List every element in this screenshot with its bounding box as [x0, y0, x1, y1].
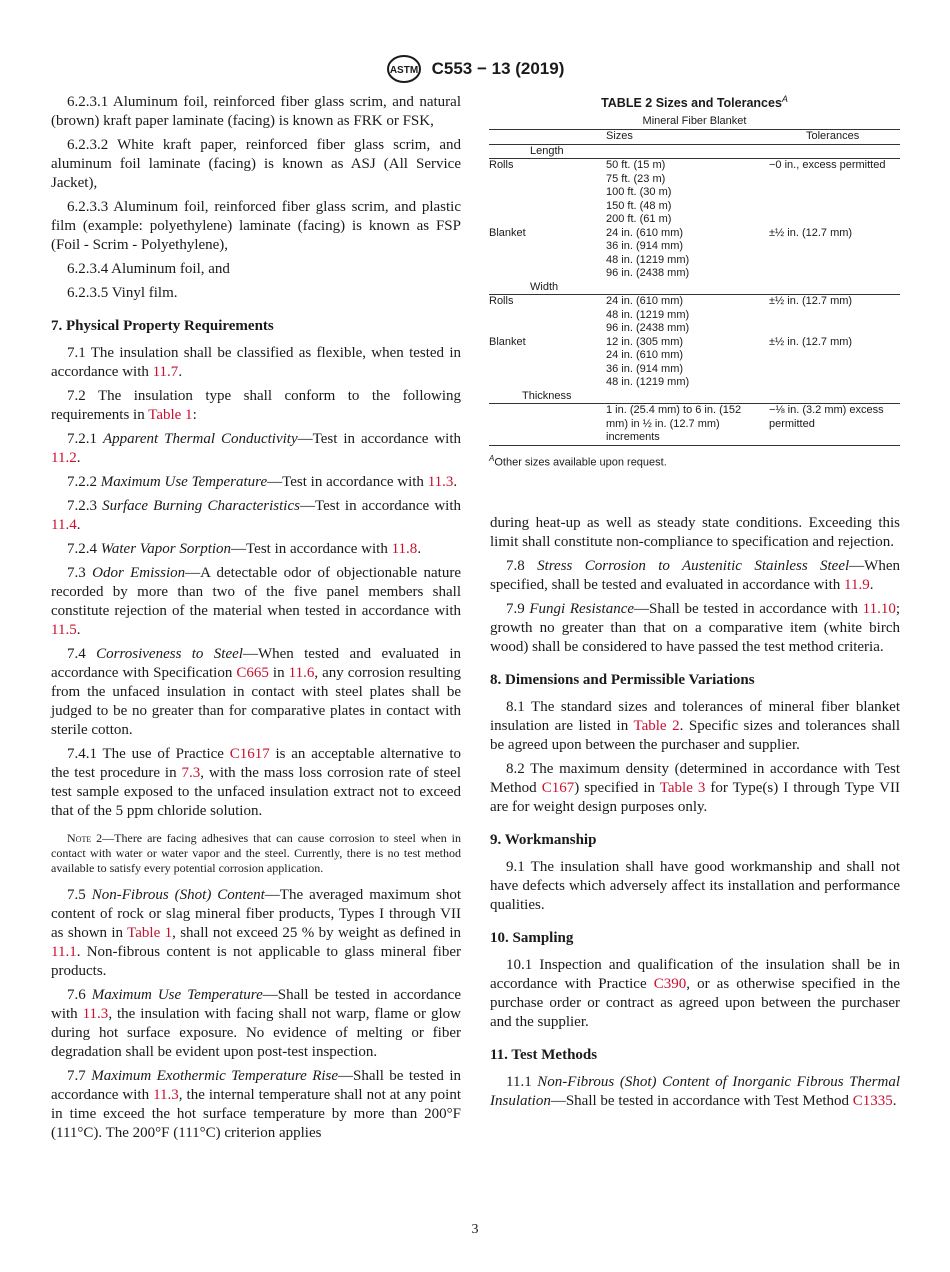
table-row: Rolls 50 ft. (15 m) 75 ft. (23 m) 100 ft. (30 m) 150 ft. (48 m) 200 ft. (61 m) −0 in., excess permitted: [489, 159, 900, 227]
link-c390[interactable]: C390: [653, 976, 687, 992]
link-11-3[interactable]: 11.3: [427, 474, 454, 490]
note-2: Note 2—There are facing adhesives that can cause corrosion to steel when in contact with water or water vapor and the steel. Currently, there is no test method available to satisfy every potential corrosion application.: [51, 831, 461, 875]
para-7-4-1: 7.4.1 The use of Practice C1617 is an acceptable alternative to the test procedure in 7.3, with the mass loss corrosion rate of steel test sample exposed to the unfaced insulation extract not to exceed that of the 5 ppm chloride solution.: [51, 746, 461, 819]
left-column: [51, 93, 461, 1148]
section-width: Width: [530, 280, 559, 293]
table-2: [489, 93, 900, 470]
para-11-1: 11.1 Non-Fibrous (Shot) Content of Inorganic Fibrous Thermal Insulation—Shall be tested in accordance with Test Method C1335.: [490, 1074, 900, 1109]
para-6-2-3-4: 6.2.3.4 Aluminum foil, and: [67, 261, 230, 277]
link-c665[interactable]: C665: [236, 665, 269, 681]
link-11-4[interactable]: 11.4: [51, 517, 77, 533]
para-7-1: 7.1 The insulation shall be classified as flexible, when tested in accordance with 11.7.: [51, 345, 461, 380]
table-subtitle: Mineral Fiber Blanket: [642, 114, 747, 127]
link-11-6[interactable]: 11.6: [288, 665, 315, 681]
para-7-9: 7.9 Fungi Resistance—Shall be tested in accordance with 11.10; growth no greater than that on a comparative item (white birch wood) shall be considered to have passed the test method criteria.: [490, 601, 900, 655]
table-row: Rolls 24 in. (610 mm) 48 in. (1219 mm) 96 in. (2438 mm) ±½ in. (12.7 mm): [489, 295, 900, 336]
page-number: 3: [471, 1222, 479, 1237]
link-7-3[interactable]: 7.3: [181, 765, 201, 781]
link-c1617[interactable]: C1617: [229, 746, 270, 762]
para-10-1: 10.1 Inspection and qualification of the insulation shall be in accordance with Practice C390, or as otherwise specified in the purchase order or contract as agreed upon between the purchaser and the supplier.: [490, 957, 900, 1030]
page-header: [0, 54, 950, 84]
para-7-2: 7.2 The insulation type shall conform to the following requirements in Table 1:: [51, 388, 461, 423]
table-header-row: [489, 130, 900, 145]
section-thickness: Thickness: [522, 389, 572, 402]
table-row: Blanket 12 in. (305 mm) 24 in. (610 mm) 36 in. (914 mm) 48 in. (1219 mm) ±½ in. (12.7 mm): [489, 335, 853, 389]
col-tolerances: Tolerances: [769, 130, 900, 145]
table-footnote: $^A$Other sizes available upon request.: [489, 453, 667, 469]
table-title: TABLE 2 Sizes and Tolerances$^A$: [601, 94, 788, 111]
section-length: Length: [530, 144, 564, 157]
rolls-width-sizes: 24 in. (610 mm) 48 in. (1219 mm) 96 in. (2438 mm): [606, 295, 769, 336]
para-6-2-3-1: 6.2.3.1 Aluminum foil, reinforced fiber glass scrim, and natural (brown) kraft paper laminate (facing) is known as FRK or FSK,: [51, 94, 461, 129]
link-11-5[interactable]: 11.5: [51, 622, 77, 638]
link-table-3[interactable]: Table 3: [659, 780, 706, 796]
link-11-3b[interactable]: 11.3: [82, 1006, 109, 1022]
standard-code: C553 − 13 (2019): [431, 59, 565, 78]
astm-logo-icon: [386, 54, 422, 84]
para-7-5: 7.5 Non-Fibrous (Shot) Content—The averaged maximum shot content of rock or slag mineral fiber products, Types I through VII as shown in Table 1, shall not exceed 25 % by weight as defined in 11.1. Non-fibrous content is not applicable to glass mineral fiber products.: [51, 887, 462, 979]
para-7-7-cont: during heat-up as well as steady state conditions. Exceeding this limit shall constitute non-compliance to specification and rejection.: [490, 515, 900, 550]
link-table-1b[interactable]: Table 1: [127, 925, 173, 941]
para-8-1: 8.1 The standard sizes and tolerances of mineral fiber blanket insulation are listed in Table 2. Specific sizes and tolerances shall be agreed upon between the purchaser and supplier.: [490, 699, 901, 753]
link-11-1[interactable]: 11.1: [51, 944, 77, 960]
para-7-8: 7.8 Stress Corrosion to Austenitic Stainless Steel—When specified, shall be tested and evaluated in accordance with 11.9.: [490, 558, 900, 593]
svg-text:ASTM: ASTM: [389, 65, 418, 76]
link-c1335[interactable]: C1335: [852, 1093, 893, 1109]
section-9-heading: 9. Workmanship: [490, 832, 597, 848]
blanket-length-sizes: 24 in. (610 mm) 36 in. (914 mm) 48 in. (1219 mm) 96 in. (2438 mm): [606, 226, 690, 280]
link-table-1[interactable]: Table 1: [148, 407, 193, 423]
para-7-3: 7.3 Odor Emission—A detectable odor of objectionable nature recorded by more than two of the five panel members shall constitute rejection of the material when tested in accordance with 11.5.: [51, 565, 461, 638]
section-7-heading: 7. Physical Property Requirements: [51, 318, 274, 334]
para-7-2-2: 7.2.2 Maximum Use Temperature—Test in accordance with 11.3.: [67, 474, 458, 490]
table-row: Blanket 24 in. (610 mm) 36 in. (914 mm) 48 in. (1219 mm) 96 in. (2438 mm) ±½ in. (12.7 mm): [489, 226, 853, 280]
link-11-2[interactable]: 11.2: [51, 450, 77, 466]
link-11-10[interactable]: 11.10: [862, 601, 896, 617]
para-6-2-3-5: 6.2.3.5 Vinyl film.: [67, 285, 178, 301]
rolls-length-sizes: 50 ft. (15 m) 75 ft. (23 m) 100 ft. (30 m) 150 ft. (48 m) 200 ft. (61 m): [606, 159, 769, 227]
link-table-2[interactable]: Table 2: [633, 718, 680, 734]
thickness-tolerance: −⅛ in. (3.2 mm) excess permitted: [769, 404, 900, 446]
section-8-heading: 8. Dimensions and Permissible Variations: [490, 672, 755, 688]
table-row: [489, 404, 900, 446]
para-7-7: 7.7 Maximum Exothermic Temperature Rise—Shall be tested in accordance with 11.3, the internal temperature shall not at any point in time exceed the hot surface temperature by more than 200°F (111°C). The 200°F (111°C) criterion applies: [51, 1068, 462, 1141]
section-10-heading: 10. Sampling: [490, 930, 574, 946]
para-7-2-1: 7.2.1 Apparent Thermal Conductivity—Test in accordance with 11.2.: [51, 431, 461, 466]
para-7-6: 7.6 Maximum Use Temperature—Shall be tested in accordance with 11.3, the insulation with facing shall not warp, flame or glow during hot surface exposure. No evidence of melting or fiber degradation shall be evident upon post-test inspection.: [51, 987, 462, 1060]
link-c167[interactable]: C167: [541, 780, 575, 796]
thickness-sizes: 1 in. (25.4 mm) to 6 in. (152 mm) in ½ in. (12.7 mm) increments: [606, 404, 769, 446]
para-7-2-3: 7.2.3 Surface Burning Characteristics—Test in accordance with 11.4.: [51, 498, 461, 533]
col-sizes: Sizes: [606, 130, 769, 145]
sizes-table: [489, 129, 900, 446]
para-7-2-4: 7.2.4 Water Vapor Sorption—Test in accordance with 11.8.: [67, 541, 422, 557]
para-7-4: 7.4 Corrosiveness to Steel—When tested and evaluated in accordance with Specification C665 in 11.6, any corrosion resulting from the unfaced insulation in contact with steel plates shall be judged to be no greater than for comparative plates in contact with sterile cotton.: [51, 646, 462, 738]
para-6-2-3-3: 6.2.3.3 Aluminum foil, reinforced fiber glass scrim, and plastic film (example: polyethylene) laminate (facing) is known as FSP (Foil - Scrim - Polyethylene),: [51, 199, 461, 253]
link-11-9[interactable]: 11.9: [844, 577, 870, 593]
link-11-7[interactable]: 11.7: [152, 364, 179, 380]
para-8-2: 8.2 The maximum density (determined in accordance with Test Method C167) specified in Table 3 for Type(s) I through Type VII are for weight design purposes only.: [490, 761, 901, 815]
blanket-width-sizes: 12 in. (305 mm) 24 in. (610 mm) 36 in. (914 mm) 48 in. (1219 mm): [606, 335, 690, 389]
link-11-8[interactable]: 11.8: [391, 541, 418, 557]
para-9-1: 9.1 The insulation shall have good workmanship and shall not have defects which adversely affect its installation and performance qualities.: [490, 859, 900, 913]
section-11-heading: 11. Test Methods: [490, 1047, 598, 1063]
right-column: [490, 514, 900, 1116]
link-11-3c[interactable]: 11.3: [153, 1087, 179, 1103]
para-6-2-3-2: 6.2.3.2 White kraft paper, reinforced fiber glass scrim, and aluminum foil laminate (facing) is known as ASJ (All Service Jacket),: [51, 137, 461, 191]
